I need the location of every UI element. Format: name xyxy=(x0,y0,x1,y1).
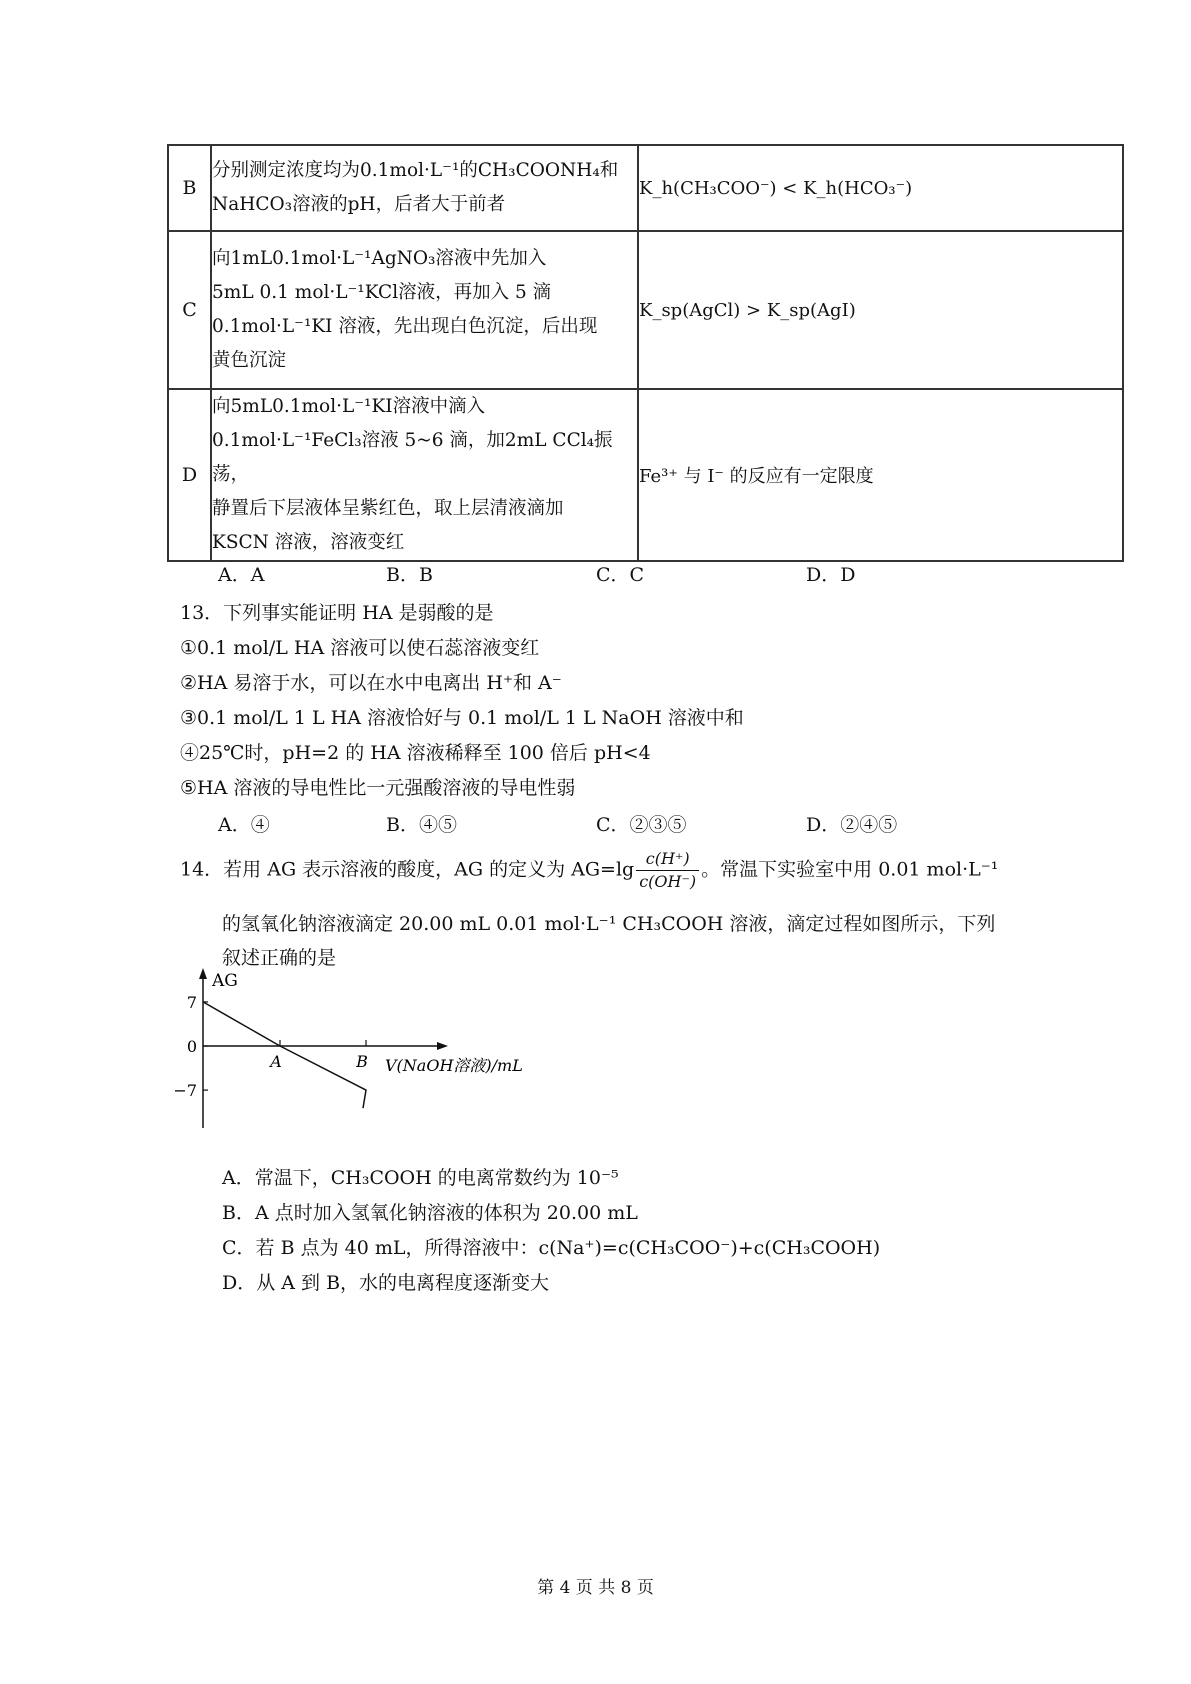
q13-item: ①0.1 mol/L HA 溶液可以使石蕊溶液变红 xyxy=(180,637,540,659)
process-line: 5mL 0.1 mol·L⁻¹KCl溶液，再加入 5 滴 xyxy=(212,282,552,303)
choice-a[interactable]: A．④ xyxy=(218,814,270,836)
row-conclusion: K_h(CH₃COO⁻) < K_h(HCO₃⁻) xyxy=(638,145,1123,231)
row-conclusion: K_sp(AgCl) > K_sp(AgI) xyxy=(638,231,1123,389)
x-mark-label: B xyxy=(356,1052,368,1071)
table-row xyxy=(168,389,1123,561)
process-line: 向1mL0.1mol·L⁻¹AgNO₃溶液中先加入 xyxy=(212,248,547,269)
process-line: NaHCO₃溶液的pH，后者大于前者 xyxy=(212,194,506,215)
table-row xyxy=(168,145,1123,231)
process-line: 向5mL0.1mol·L⁻¹KI溶液中滴入 xyxy=(212,396,486,417)
choice-c[interactable]: C．C xyxy=(596,564,645,586)
choice-c[interactable]: C．②③⑤ xyxy=(596,814,687,836)
q13-item: ②HA 易溶于水，可以在水中电离出 H⁺和 A⁻ xyxy=(180,672,562,694)
q14-stem xyxy=(180,848,998,893)
choice-b[interactable]: B．④⑤ xyxy=(386,814,457,836)
q14-option-b[interactable]: B．A 点时加入氢氧化钠溶液的体积为 20.00 mL xyxy=(222,1202,638,1224)
row-process xyxy=(211,389,638,561)
process-line: KSCN 溶液，溶液变红 xyxy=(212,532,405,553)
process-line: 分别测定浓度均为0.1mol·L⁻¹的CH₃COONH₄和 xyxy=(212,160,619,181)
table-row xyxy=(168,231,1123,389)
frac-denominator: c(OH⁻) xyxy=(639,872,697,891)
row-option: B xyxy=(168,145,211,231)
q14-stem-line3: 叙述正确的是 xyxy=(222,947,337,969)
q13-item: ④25℃时，pH=2 的 HA 溶液稀释至 100 倍后 pH<4 xyxy=(180,742,651,764)
x-axis xyxy=(203,1042,448,1050)
q13-stem: 13．下列事实能证明 HA 是弱酸的是 xyxy=(180,602,494,624)
y-axis xyxy=(199,968,207,1128)
row-process xyxy=(211,231,638,389)
q14-stem-post: 。常温下实验室中用 0.01 mol·L⁻¹ xyxy=(701,858,999,881)
y-axis-label: AG xyxy=(212,971,238,991)
choice-d[interactable]: D．②④⑤ xyxy=(806,814,898,836)
q14-stem-pre: 14．若用 AG 表示溶液的酸度，AG 的定义为 AG=lg xyxy=(180,858,635,881)
ag-fraction xyxy=(636,848,699,893)
ag-series-line xyxy=(203,1002,366,1108)
row-conclusion: Fe³⁺ 与 I⁻ 的反应有一定限度 xyxy=(638,389,1123,561)
choice-a[interactable]: A．A xyxy=(218,564,265,586)
choice-d[interactable]: D．D xyxy=(806,564,856,586)
y-tick-label: −7 xyxy=(173,1081,197,1101)
q14-option-a[interactable]: A．常温下，CH₃COOH 的电离常数约为 10⁻⁵ xyxy=(222,1167,619,1189)
ag-chart xyxy=(173,968,550,1133)
q14-option-c[interactable]: C．若 B 点为 40 mL，所得溶液中：c(Na⁺)=c(CH₃COO⁻)+c(CH₃COOH) xyxy=(222,1237,881,1259)
y-tick-label: 0 xyxy=(186,1037,197,1056)
y-tick-label: 7 xyxy=(186,992,197,1012)
row-process xyxy=(211,145,638,231)
q12-choices xyxy=(218,560,918,586)
q14-option-d[interactable]: D．从 A 到 B，水的电离程度逐渐变大 xyxy=(222,1272,550,1294)
row-option: D xyxy=(168,389,211,561)
process-line: 黄色沉淀 xyxy=(212,350,287,371)
frac-numerator: c(H⁺) xyxy=(636,848,699,871)
experiment-table xyxy=(167,144,1124,562)
page-footer: 第 4 页 共 8 页 xyxy=(537,1578,654,1598)
q13-item: ③0.1 mol/L 1 L HA 溶液恰好与 0.1 mol/L 1 L NaOH 溶液中和 xyxy=(180,707,744,729)
process-line: 0.1mol·L⁻¹FeCl₃溶液 5~6 滴，加2mL CCl₄振荡， xyxy=(212,430,613,485)
x-axis-label: V(NaOH溶液)/mL xyxy=(385,1056,523,1075)
q13-choices xyxy=(218,810,918,836)
row-option: C xyxy=(168,231,211,389)
q14-stem-line2: 的氢氧化钠溶液滴定 20.00 mL 0.01 mol·L⁻¹ CH₃COOH 溶液，滴定过程如图所示，下列 xyxy=(222,913,996,935)
choice-b[interactable]: B．B xyxy=(386,564,433,586)
q13-item: ⑤HA 溶液的导电性比一元强酸溶液的导电性弱 xyxy=(180,777,576,799)
process-line: 静置后下层液体呈紫红色，取上层清液滴加 xyxy=(212,498,564,519)
x-mark-label: A xyxy=(270,1052,282,1071)
process-line: 0.1mol·L⁻¹KI 溶液，先出现白色沉淀，后出现 xyxy=(212,316,598,337)
